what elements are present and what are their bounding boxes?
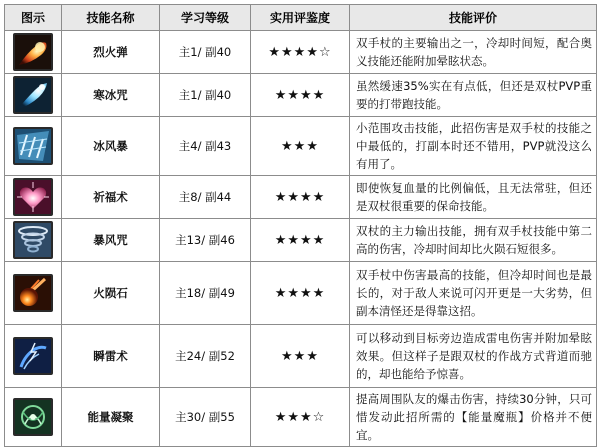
tornado-icon — [13, 221, 53, 259]
skill-description: 提高周围队友的爆击伤害，持续30分钟，只可惜发动此招所需的【能量魔瓶】价格并不便宜。 — [350, 388, 597, 447]
energy-gather-icon — [13, 398, 53, 436]
table-row — [5, 31, 597, 74]
rating-stars: ★★★★ — [251, 176, 350, 219]
lightning-dash-icon — [13, 337, 53, 375]
row-icon-cell — [5, 219, 62, 262]
table-body — [5, 31, 597, 447]
skill-description: 双手杖中伤害最高的技能，但冷却时间也是最长的，对于敌人来说可闪开更是一大劣势，但副本清怪还是得靠这招。 — [350, 262, 597, 325]
fireball-icon — [13, 33, 53, 71]
skill-name: 寒冰咒 — [62, 74, 160, 117]
skill-name: 烈火弹 — [62, 31, 160, 74]
rating-stars: ★★★★ — [251, 219, 350, 262]
ice-storm-icon — [13, 127, 53, 165]
rating-stars: ★★★ — [251, 325, 350, 388]
table-row — [5, 262, 597, 325]
learn-level: 主4/ 副43 — [160, 117, 251, 176]
table-header — [5, 5, 597, 31]
ice-curse-icon — [13, 76, 53, 114]
skill-description: 即使恢复血量的比例偏低，且无法常驻，但还是双杖很重要的保命技能。 — [350, 176, 597, 219]
skill-description: 虽然缓速35%实在有点低，但还是双杖PVP重要的打带跑技能。 — [350, 74, 597, 117]
header-evaluation: 技能评价 — [350, 5, 597, 31]
learn-level: 主13/ 副46 — [160, 219, 251, 262]
table-row — [5, 219, 597, 262]
header-learn-level: 学习等级 — [160, 5, 251, 31]
table-row — [5, 176, 597, 219]
header-rating: 实用评鉴度 — [251, 5, 350, 31]
row-icon-cell — [5, 31, 62, 74]
learn-level: 主1/ 副40 — [160, 31, 251, 74]
learn-level: 主1/ 副40 — [160, 74, 251, 117]
learn-level: 主18/ 副49 — [160, 262, 251, 325]
skill-name: 瞬雷术 — [62, 325, 160, 388]
rating-stars: ★★★★ — [251, 74, 350, 117]
skill-table — [4, 4, 597, 447]
table-row — [5, 325, 597, 388]
learn-level: 主8/ 副44 — [160, 176, 251, 219]
skill-description: 可以移动到目标旁边造成雷电伤害并附加晕眩效果。但这样子是跟双杖的作战方式背道而驰的，却也能给予惊喜。 — [350, 325, 597, 388]
row-icon-cell — [5, 176, 62, 219]
row-icon-cell — [5, 74, 62, 117]
meteor-icon — [13, 274, 53, 312]
skill-name: 能量凝聚 — [62, 388, 160, 447]
header-row — [5, 5, 597, 31]
row-icon-cell — [5, 388, 62, 447]
header-skill-name: 技能名称 — [62, 5, 160, 31]
blessing-heart-icon — [13, 178, 53, 216]
row-icon-cell — [5, 262, 62, 325]
skill-description: 双杖的主力输出技能，拥有双手杖技能中第二高的伤害，冷却时间却比火陨石短很多。 — [350, 219, 597, 262]
table-row — [5, 74, 597, 117]
skill-name: 冰风暴 — [62, 117, 160, 176]
learn-level: 主30/ 副55 — [160, 388, 251, 447]
table-row — [5, 388, 597, 447]
skill-name: 火陨石 — [62, 262, 160, 325]
skill-name: 祈福术 — [62, 176, 160, 219]
header-icon: 图示 — [5, 5, 62, 31]
learn-level: 主24/ 副52 — [160, 325, 251, 388]
skill-name: 暴风咒 — [62, 219, 160, 262]
rating-stars: ★★★ — [251, 117, 350, 176]
table-row — [5, 117, 597, 176]
rating-stars: ★★★☆ — [251, 388, 350, 447]
row-icon-cell — [5, 325, 62, 388]
skill-description: 小范围攻击技能，此招伤害是双手杖的技能之中最低的，打副本时还不错用，PVP就没这么有用了。 — [350, 117, 597, 176]
rating-stars: ★★★★☆ — [251, 31, 350, 74]
skill-description: 双手杖的主要输出之一，冷却时间短，配合奥义技能还能附加晕眩状态。 — [350, 31, 597, 74]
rating-stars: ★★★★ — [251, 262, 350, 325]
row-icon-cell — [5, 117, 62, 176]
